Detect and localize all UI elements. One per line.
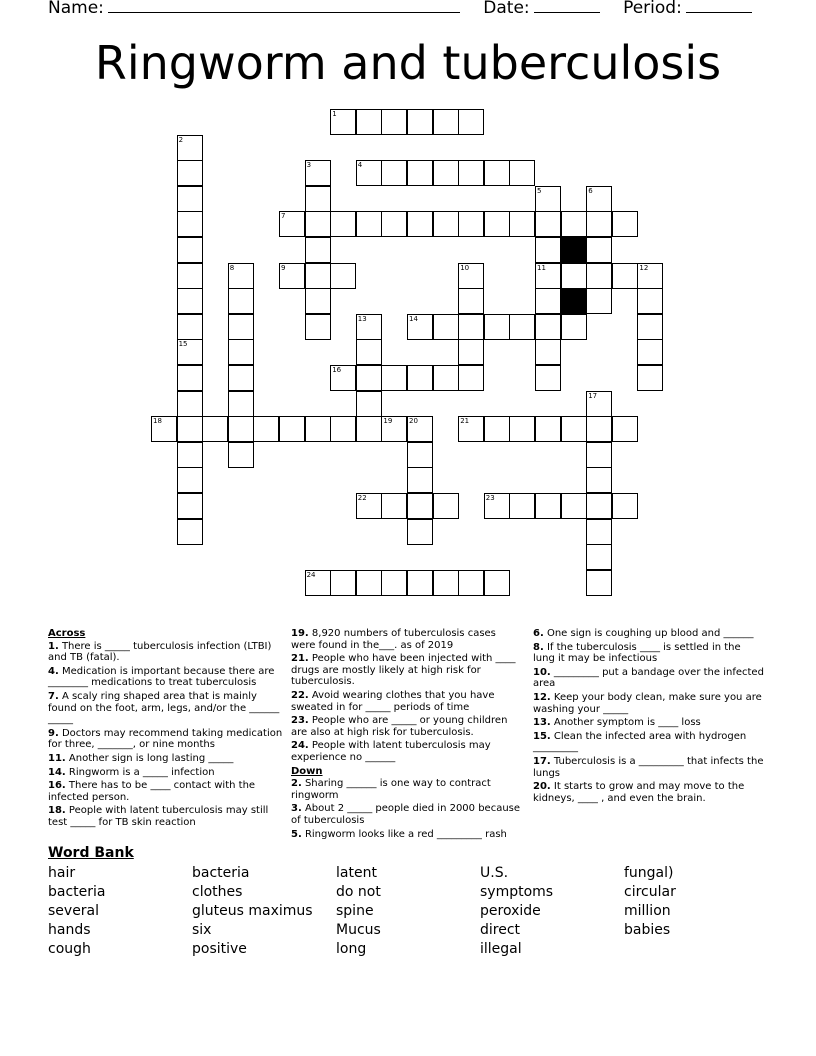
clue-number: 1. [48,640,59,652]
grid-cell[interactable] [356,109,382,135]
clue-number-label: 5 [537,186,542,195]
clue-number: 9. [48,727,59,739]
clue-item [291,803,523,826]
grid-cell[interactable] [586,467,612,493]
clue-section-header: Across [48,628,86,639]
grid-cell[interactable] [381,493,407,519]
clue-number-label: 1 [332,110,337,118]
grid-cell[interactable] [433,365,459,391]
grid-cell[interactable] [586,263,612,289]
clues-column-2 [291,628,523,842]
word-bank-item: babies [624,922,671,938]
grid-cell[interactable] [228,416,254,442]
clue-text: People with latent tuberculosis may experience no ______ [291,740,491,763]
grid-cell[interactable] [177,365,203,391]
clue-item [533,731,765,754]
grid-cell[interactable] [177,288,203,314]
grid-cell[interactable] [330,263,356,289]
grid-cell[interactable] [458,339,484,365]
grid-cell[interactable] [381,211,407,237]
word-bank-item: circular [624,884,676,900]
clue-text: Another symptom is ____ loss [550,717,701,729]
clue-item [533,717,765,729]
clue-number: 4. [48,665,59,677]
grid-cell[interactable] [177,160,203,186]
grid-cell[interactable] [561,263,587,289]
clue-number: 18. [48,805,66,817]
clue-number: 6. [533,628,544,639]
word-bank-item: symptoms [480,884,554,900]
word-bank-item: illegal [480,941,522,957]
grid-cell[interactable] [305,237,331,263]
grid-cell[interactable] [458,365,484,391]
word-bank [48,864,768,959]
grid-cell[interactable] [228,391,254,417]
grid-cell[interactable] [407,467,433,493]
clue-item [533,628,765,640]
clue-item [533,667,765,690]
grid-cell[interactable] [586,544,612,570]
grid-cell[interactable] [407,493,433,519]
grid-cell[interactable] [561,211,587,237]
clue-text: There is _____ tuberculosis infection (LTBI) and TB (fatal). [48,640,272,664]
clue-number-label: 4 [357,161,363,170]
grid-cell[interactable] [433,314,459,340]
word-bank-item: clothes [192,884,243,900]
word-bank-item: latent [336,865,377,881]
clue-number: 20. [533,781,551,793]
clue-number-label: 8 [229,263,235,272]
clue-item [48,780,284,803]
grid-cell[interactable] [637,314,663,340]
grid-cell[interactable] [535,493,561,519]
grid-cell[interactable] [637,339,663,365]
clue-text: A scaly ring shaped area that is mainly found on the foot, arm, legs, and/or the ______ _____ [48,690,280,726]
grid-cell[interactable] [177,493,203,519]
clue-number: 23. [291,715,309,727]
clue-item [533,781,765,804]
clue-item [291,690,523,713]
clue-text: About 2 _____ people died in 2000 because of tuberculosis [291,803,521,826]
clue-item [48,666,284,689]
clue-number: 21. [291,653,309,665]
grid-cell[interactable] [484,211,510,237]
blocked-cell [561,288,587,314]
clues-column-1 [48,628,284,831]
grid-cell[interactable] [305,416,331,442]
clue-text: Ringworm is a _____ infection [65,766,215,778]
word-bank-item: bacteria [48,884,106,900]
grid-cell[interactable] [484,570,510,596]
grid-cell[interactable] [612,211,638,237]
grid-cell[interactable] [586,493,612,519]
word-bank-item: million [624,903,671,919]
clue-number: 10. [533,666,551,678]
period-label: Period: [623,0,682,18]
grid-cell[interactable] [356,339,382,365]
grid-cell[interactable] [228,339,254,365]
grid-cell[interactable] [356,365,382,391]
clue-text: Sharing ______ is one way to contract ringworm [291,778,491,801]
clue-text: One sign is coughing up blood and ______ [543,628,754,639]
grid-cell[interactable] [586,570,612,596]
grid-cell[interactable] [305,314,331,340]
grid-cell[interactable] [433,109,459,135]
grid-cell[interactable] [484,160,510,186]
grid-cell[interactable] [535,288,561,314]
grid-cell[interactable] [228,442,254,468]
grid-cell[interactable] [586,237,612,263]
clue-text: People with latent tuberculosis may still test _____ for TB skin reaction [48,805,269,828]
grid-cell[interactable] [381,365,407,391]
clue-number: 19. [291,628,309,639]
clue-number: 17. [533,755,551,767]
grid-cell[interactable] [612,416,638,442]
grid-cell[interactable] [535,211,561,237]
page-title: Ringworm and tuberculosis [94,36,722,90]
grid-cell[interactable] [586,288,612,314]
grid-cell[interactable] [509,416,535,442]
clue-item [291,778,523,801]
grid-cell[interactable] [586,519,612,545]
grid-cell[interactable] [356,570,382,596]
grid-cell[interactable] [612,263,638,289]
clue-text: Doctors may recommend taking medication for three, _______, or nine months [48,727,283,751]
clue-text: It starts to grow and may move to the kidneys, ____ , and even the brain. [533,781,745,804]
grid-cell[interactable] [458,160,484,186]
word-bank-item: cough [48,941,91,957]
grid-cell[interactable] [407,570,433,596]
clue-number: 22. [291,689,309,701]
word-bank-item: hair [48,865,76,881]
grid-cell[interactable] [177,416,203,442]
clue-item [48,753,284,765]
clue-text: If the tuberculosis ____ is settled in the lung it may be infectious [533,641,741,665]
word-bank-title: Word Bank [48,845,134,861]
clue-number-label: 11 [537,263,546,272]
grid-cell[interactable] [228,288,254,314]
clue-item [291,628,523,651]
grid-cell[interactable] [381,570,407,596]
clue-number: 13. [533,717,551,729]
grid-cell[interactable] [612,493,638,519]
grid-cell[interactable] [177,186,203,212]
grid-cell[interactable] [561,493,587,519]
clue-text: Medication is important because there are ________ medications to treat tuberculosis [48,665,275,689]
clue-text: Clean the infected area with hydrogen _________ [533,730,747,754]
clue-item [48,641,284,664]
clue-number-label: 3 [306,161,312,170]
grid-cell[interactable] [228,314,254,340]
grid-cell[interactable] [407,519,433,545]
clue-number: 7. [48,690,59,702]
word-bank-item: hands [48,922,91,938]
blocked-cell [561,237,587,263]
word-bank-item: peroxide [480,903,541,919]
grid-cell[interactable] [228,365,254,391]
grid-cell[interactable] [433,570,459,596]
grid-cell[interactable] [458,314,484,340]
grid-cell[interactable] [535,237,561,263]
grid-cell[interactable] [202,416,228,442]
grid-cell[interactable] [586,211,612,237]
clue-item [48,767,284,779]
word-bank-item: U.S. [480,865,509,881]
grid-cell[interactable] [177,314,203,340]
grid-cell[interactable] [177,263,203,289]
clue-number-label: 24 [306,570,316,579]
grid-cell[interactable] [535,339,561,365]
clue-number-label: 2 [178,135,184,144]
clue-number: 12. [533,691,551,703]
grid-cell[interactable] [509,314,535,340]
clue-text: There has to be ____ contact with the infected person. [48,780,256,803]
grid-cell[interactable] [586,416,612,442]
clue-item [48,805,284,828]
word-bank-item [624,940,768,959]
grid-cell[interactable] [330,416,356,442]
clue-number-label: 12 [639,263,649,272]
grid-cell[interactable] [586,442,612,468]
clue-number-label: 19 [383,417,393,426]
grid-cell[interactable] [356,416,382,442]
clue-number: 11. [48,752,66,764]
clue-number-label: 6 [588,186,593,195]
grid-cell[interactable] [535,314,561,340]
grid-cell[interactable] [279,416,305,442]
word-bank-item: do not [336,884,381,900]
grid-cell[interactable] [253,416,279,442]
grid-cell[interactable] [509,493,535,519]
clue-item [291,740,523,763]
clue-number-label: 21 [460,417,470,426]
grid-cell[interactable] [458,211,484,237]
clue-item [291,715,523,738]
grid-cell[interactable] [407,109,433,135]
grid-cell[interactable] [177,467,203,493]
clue-number-label: 14 [409,314,418,323]
clue-item [533,756,765,779]
grid-cell[interactable] [484,314,510,340]
clue-item [48,728,284,751]
grid-cell[interactable] [381,160,407,186]
clue-text: Avoid wearing clothes that you have sweated in for _____ periods of time [291,689,495,713]
clue-number: 2. [291,778,302,790]
grid-cell[interactable] [177,237,203,263]
clue-number-label: 23 [485,494,495,502]
grid-cell[interactable] [561,314,587,340]
clue-number-label: 17 [588,391,598,400]
clue-text: Keep your body clean, make sure you are washing your _____ [533,691,762,715]
name-label: Name: [48,0,104,18]
grid-cell[interactable] [305,211,331,237]
word-bank-item: positive [192,941,247,957]
clue-text: Tuberculosis is a _________ that infects the lungs [533,755,764,779]
grid-cell[interactable] [433,211,459,237]
word-bank-item: bacteria [192,865,250,881]
grid-cell[interactable] [433,160,459,186]
clue-number: 14. [48,766,66,778]
grid-cell[interactable] [535,416,561,442]
clue-number: 15. [533,730,551,742]
clue-text: People who are _____ or young children are also at high risk for tuberculosis. [291,715,508,738]
clue-text: Ringworm looks like a red _________ rash [301,828,507,840]
clue-number-label: 13 [357,314,367,323]
grid-cell[interactable] [535,365,561,391]
clue-number-label: 16 [332,366,342,374]
word-bank-item: spine [336,903,374,919]
clue-number-label: 18 [153,417,162,426]
grid-cell[interactable] [407,160,433,186]
clue-number: 5. [291,828,302,840]
grid-cell[interactable] [637,365,663,391]
grid-cell[interactable] [458,109,484,135]
grid-cell[interactable] [381,109,407,135]
grid-cell[interactable] [305,186,331,212]
word-bank-item: gluteus maximus [192,903,313,919]
grid-cell[interactable] [177,211,203,237]
grid-cell[interactable] [458,288,484,314]
clue-number: 24. [291,740,309,752]
grid-cell[interactable] [458,570,484,596]
grid-cell[interactable] [433,493,459,519]
clue-item [533,692,765,715]
clue-number-label: 20 [409,417,418,426]
word-bank-item: direct [480,922,521,938]
clue-item [48,691,284,726]
grid-cell[interactable] [509,160,535,186]
clue-item [291,653,523,688]
clue-number-label: 22 [357,494,367,502]
grid-cell[interactable] [561,416,587,442]
grid-cell[interactable] [407,365,433,391]
grid-cell[interactable] [356,391,382,417]
grid-cell[interactable] [330,211,356,237]
clue-number: 8. [533,641,544,653]
clue-text: 8,920 numbers of tuberculosis cases were found in the___. as of 2019 [291,628,496,651]
clue-number-label: 10 [460,263,470,272]
clue-item [291,829,523,841]
word-bank-item: fungal) [624,865,674,881]
word-bank-item: Mucus [336,922,381,938]
word-bank-item: six [192,922,212,938]
clues-column-3 [533,628,765,806]
clue-item [533,642,765,665]
grid-cell[interactable] [356,211,382,237]
word-bank-item: several [48,903,100,919]
word-bank-item: long [336,941,367,957]
clue-number-label: 9 [281,263,286,272]
grid-cell[interactable] [177,519,203,545]
grid-cell[interactable] [305,288,331,314]
clue-text: People who have been injected with ____ drugs are mostly likely at high risk for tuberculosis. [291,653,516,688]
date-label: Date: [483,0,530,18]
clue-section-header: Down [291,765,323,777]
grid-cell[interactable] [484,416,510,442]
grid-cell[interactable] [177,391,203,417]
grid-cell[interactable] [637,288,663,314]
clue-text: _________ put a bandage over the infected area [533,666,764,690]
clue-number: 16. [48,780,66,792]
grid-cell[interactable] [177,442,203,468]
clue-number: 3. [291,803,302,815]
grid-cell[interactable] [509,211,535,237]
grid-cell[interactable] [407,442,433,468]
grid-cell[interactable] [330,570,356,596]
clue-number-label: 7 [281,212,286,221]
clue-number-label: 15 [178,340,188,349]
grid-cell[interactable] [407,211,433,237]
clue-text: Another sign is long lasting _____ [65,752,234,764]
grid-cell[interactable] [305,263,331,289]
